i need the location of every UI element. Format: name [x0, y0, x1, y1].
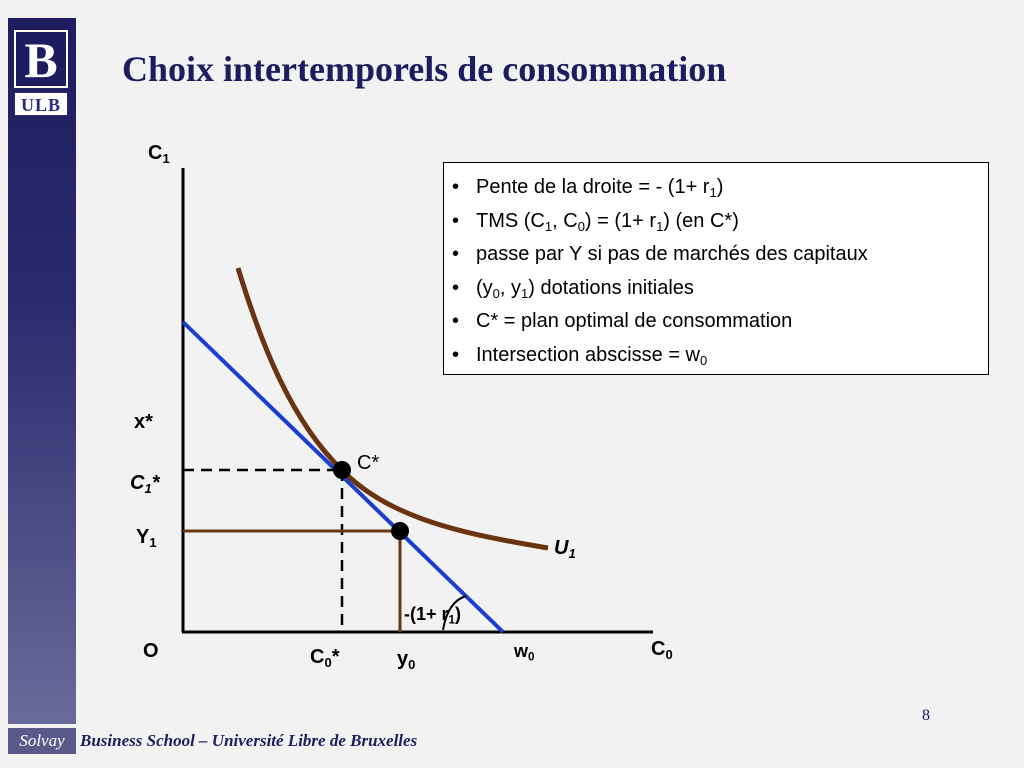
- u1-curve-label: $U_1$: [554, 537, 576, 561]
- y0-label: $y_0$: [397, 648, 416, 672]
- info-item-endowments: • ($y_0$, $y_1$) dotations initiales: [452, 276, 694, 301]
- info-item-no-capital-market: • passe par Y si pas de marchés des capitaux: [452, 243, 868, 265]
- page-number: 8: [922, 707, 930, 724]
- endowment-point: [391, 522, 409, 540]
- info-item-intersection: • Intersection abscisse = $w_0$: [452, 343, 708, 368]
- info-list: [452, 171, 988, 372]
- logo-letter: B: [24, 32, 58, 86]
- info-item-slope: • Pente de la droite = - $(1+ r_1)$: [452, 176, 724, 200]
- info-box: [443, 162, 989, 375]
- y1-label: $Y_1$: [136, 526, 157, 550]
- info-item-optimal-plan: • C* = plan optimal de consommation: [452, 310, 793, 332]
- info-item-tms: • TMS ($C_1$, $C_0) = (1+ r_1)$ (en C*): [452, 209, 739, 234]
- slide-title: Choix intertemporels de consommation: [122, 49, 727, 89]
- ulb-logo-text: ULB: [14, 92, 68, 116]
- x-axis-label: $C_0$: [651, 638, 673, 662]
- c1-star-label: $C_1*$: [130, 472, 160, 496]
- origin-label: O: [143, 640, 159, 662]
- w0-label: $w_0$: [514, 641, 535, 664]
- footer-school-name: Business School – Université Libre de Bruxelles: [80, 731, 418, 750]
- slope-label: $-(1+ r_1)$: [404, 604, 462, 627]
- footer: [0, 728, 1024, 754]
- c0-star-label: $C_0*$: [310, 646, 340, 670]
- footer-solvay: Solvay: [8, 728, 76, 754]
- c-star-point-label: C*: [357, 452, 380, 474]
- y-axis-label: $C_1$: [148, 142, 170, 166]
- optimum-point-c-star: [333, 461, 351, 479]
- x-star-label: x*: [134, 411, 153, 433]
